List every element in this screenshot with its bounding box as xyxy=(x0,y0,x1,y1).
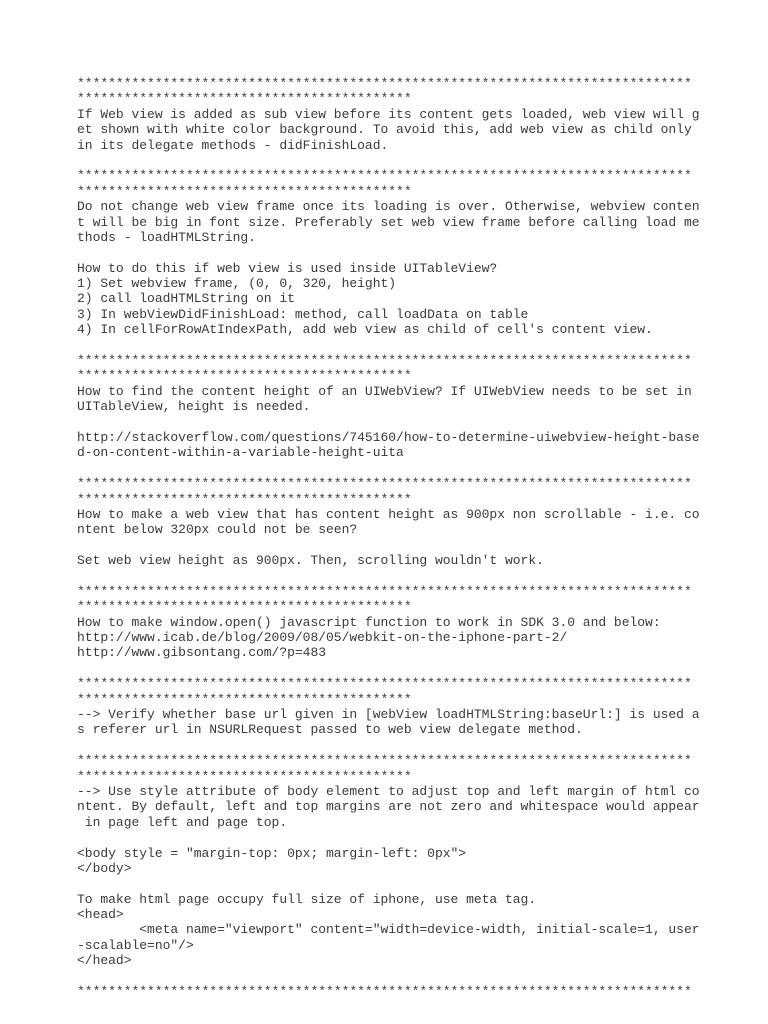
blank-line xyxy=(77,538,697,553)
separator-line: ******************************************************************************* xyxy=(77,353,692,369)
blank-line xyxy=(77,415,697,430)
blank-line xyxy=(77,153,697,168)
text-line: thods - loadHTMLString. xyxy=(77,229,256,245)
text-line: --> Verify whether base url given in [webView loadHTMLString:baseUrl:] is used a xyxy=(77,707,700,723)
blank-line xyxy=(77,461,697,476)
blank-line xyxy=(77,569,697,584)
text-line: How to make window.open() javascript function to work in SDK 3.0 and below: xyxy=(77,614,661,630)
text-line: 2) call loadHTMLString on it xyxy=(77,291,295,307)
text-line: 4) In cellForRowAtIndexPath, add web view as child of cell's content view. xyxy=(77,322,653,338)
text-line: in its delegate methods - didFinishLoad. xyxy=(77,137,389,153)
blank-line xyxy=(77,830,697,845)
separator-line: ******************************************************************************* xyxy=(77,583,692,599)
url-line: http://www.icab.de/blog/2009/08/05/webkit-on-the-iphone-part-2/ xyxy=(77,630,568,646)
separator-line: ******************************************************************************* xyxy=(77,76,692,91)
text-line: 1) Set webview frame, (0, 0, 320, height) xyxy=(77,276,397,292)
text-line: s referer url in NSURLRequest passed to web view delegate method. xyxy=(77,722,583,738)
separator-line: ******************************************* xyxy=(77,183,412,199)
url-line: http://www.gibsontang.com/?p=483 xyxy=(77,645,327,661)
text-line: To make html page occupy full size of iphone, use meta tag. xyxy=(77,891,537,907)
text-line: How to do this if web view is used inside UITableView? xyxy=(77,260,498,276)
text-line: <body style = "margin-top: 0px; margin-left: 0px"> xyxy=(77,845,467,861)
blank-line xyxy=(77,245,697,260)
text-line: How to find the content height of an UIWebView? If UIWebView needs to be set in xyxy=(77,383,692,399)
text-line: How to make a web view that has content height as 900px non scrollable - i.e. co xyxy=(77,506,700,522)
text-line: t will be big in font size. Preferably set web view frame before calling load me xyxy=(77,214,700,230)
separator-line: ******************************************* xyxy=(77,368,412,384)
text-line: <head> xyxy=(77,907,124,923)
separator-line: ******************************************************************************* xyxy=(77,676,692,692)
url-line: http://stackoverflow.com/questions/745160/how-to-determine-uiwebview-height-base xyxy=(77,429,700,445)
text-line: 3) In webViewDidFinishLoad: method, call loadData on table xyxy=(77,306,529,322)
separator-line: ******************************************************************************* xyxy=(77,753,692,769)
document-text xyxy=(77,76,700,1000)
text-line: Do not change web view frame once its loading is over. Otherwise, webview conten xyxy=(77,199,700,215)
text-line: in page left and page top. xyxy=(77,814,288,830)
text-line: Set web view height as 900px. Then, scrolling wouldn't work. xyxy=(77,553,544,569)
text-line: </head> xyxy=(77,953,132,969)
blank-line xyxy=(77,738,697,753)
text-line: <meta name="viewport" content="width=device-width, initial-scale=1, user xyxy=(77,922,700,938)
blank-line xyxy=(77,876,697,891)
text-line: d-on-content-within-a-variable-height-uita xyxy=(77,445,404,461)
separator-line: ******************************************* xyxy=(77,691,412,707)
blank-line xyxy=(77,969,697,984)
separator-line: ******************************************* xyxy=(77,491,412,507)
separator-line: ******************************************************************************* xyxy=(77,984,692,1000)
text-line: </body> xyxy=(77,860,132,876)
text-line: If Web view is added as sub view before its content gets loaded, web view will g xyxy=(77,106,700,122)
text-line: ntent. By default, left and top margins are not zero and whitespace would appear xyxy=(77,799,700,815)
separator-line: ******************************************* xyxy=(77,599,412,615)
blank-line xyxy=(77,661,697,676)
separator-line: ******************************************************************************* xyxy=(77,476,692,492)
text-line: -scalable=no"/> xyxy=(77,937,194,953)
separator-line: ******************************************* xyxy=(77,91,412,107)
text-line: ntent below 320px could not be seen? xyxy=(77,522,358,538)
text-line: --> Use style attribute of body element to adjust top and left margin of html co xyxy=(77,783,700,799)
separator-line: ******************************************* xyxy=(77,768,412,784)
blank-line xyxy=(77,338,697,353)
text-line: UITableView, height is needed. xyxy=(77,399,311,415)
text-line: et shown with white color background. To avoid this, add web view as child only xyxy=(77,122,692,138)
separator-line: ******************************************************************************* xyxy=(77,168,692,184)
